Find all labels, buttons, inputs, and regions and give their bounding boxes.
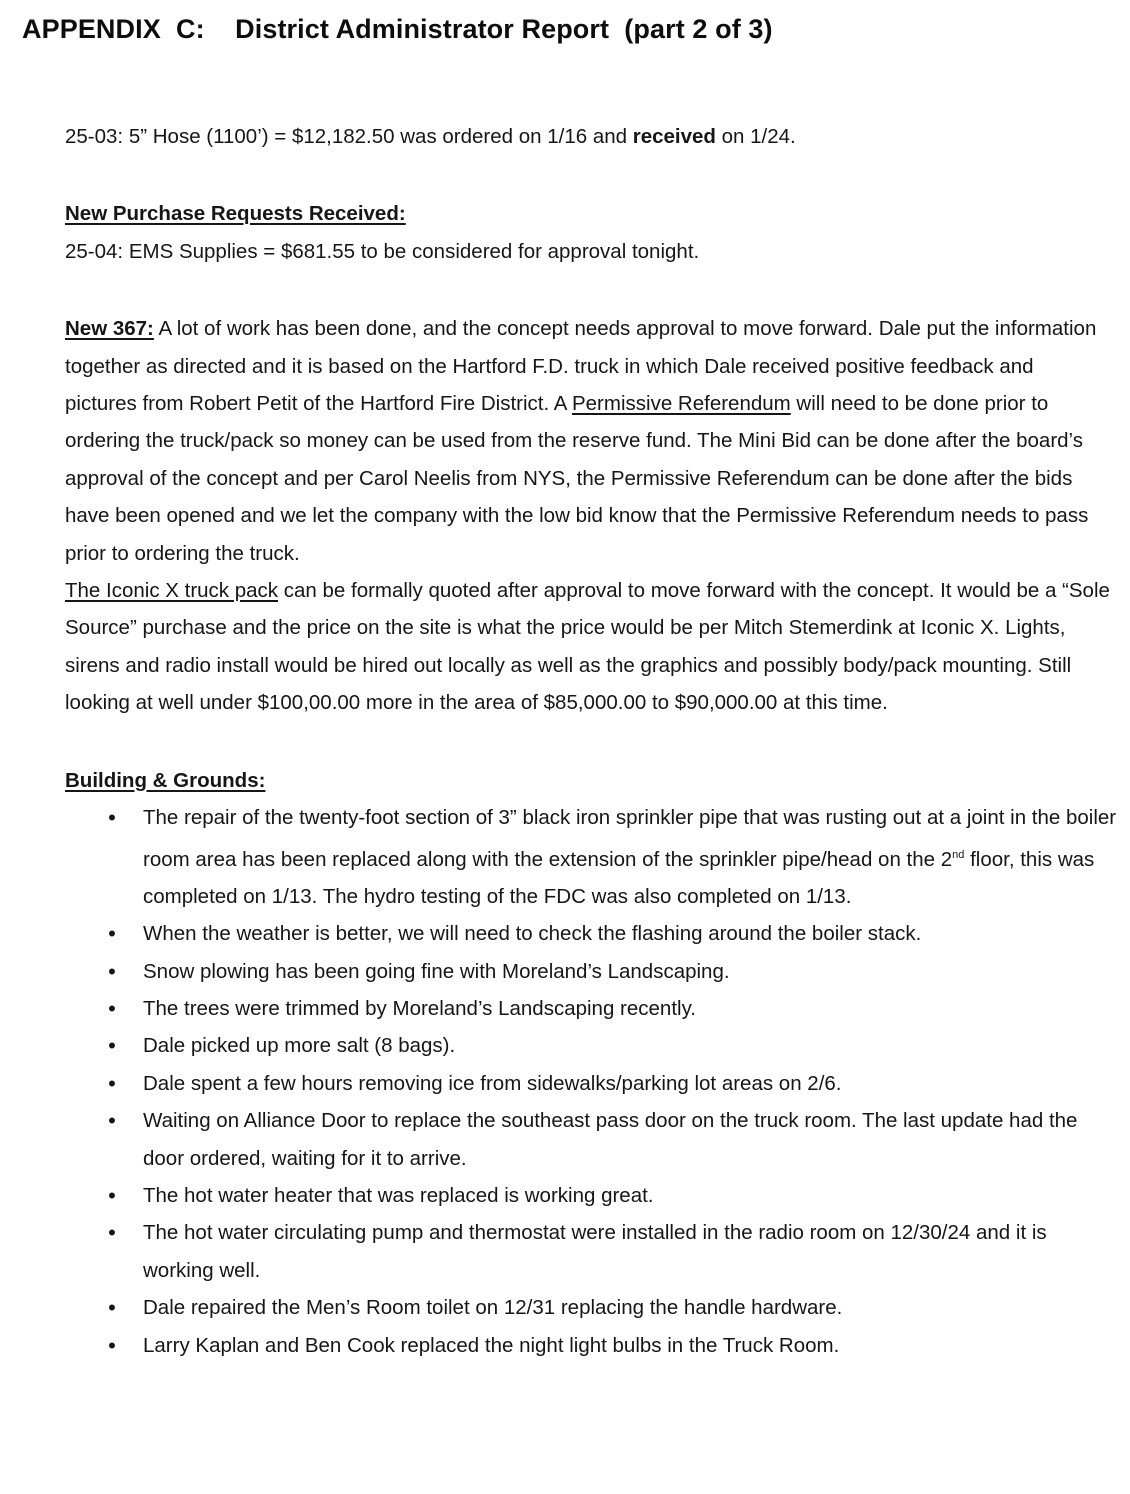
appendix-label: APPENDIX C: <box>22 14 205 44</box>
new-367-text-cont: will need to be done prior to ordering the truck/pack so money can be used from the reserve fund. The Mini Bid can be done after the board’s approval of the concept and per Carol Neelis from NYS, the Permissive Referendum can be done after the bids have been opened and we let the company with the low bid know that the Permissive Referendum needs to pass prior to ordering the truck. <box>65 392 1089 565</box>
bullet-glyph: • <box>108 1182 116 1208</box>
list-item-text: The hot water circulating pump and thermostat were installed in the radio room on 12/30/24 and it is working well. <box>143 1221 1047 1282</box>
list-item <box>0 1289 1118 1326</box>
list-item <box>0 1065 1118 1102</box>
list-item-text: Dale spent a few hours removing ice from sidewalks/parking lot areas on 2/6. <box>143 1071 842 1095</box>
new-367-paragraph <box>65 310 1110 572</box>
list-item <box>0 915 1118 952</box>
list-item-text: Dale picked up more salt (8 bags). <box>143 1034 456 1058</box>
list-item-text: Larry Kaplan and Ben Cook replaced the night light bulbs in the Truck Room. <box>143 1333 840 1357</box>
list-item-text: Snow plowing has been going fine with Moreland’s Landscaping. <box>143 959 730 983</box>
list-item-text: The trees were trimmed by Moreland’s Landscaping recently. <box>143 996 696 1020</box>
bullet-glyph: • <box>108 958 116 984</box>
list-item-text: Dale repaired the Men’s Room toilet on 12/31 replacing the handle hardware. <box>143 1296 843 1320</box>
bullet-glyph: • <box>108 1332 116 1358</box>
list-item <box>0 1177 1118 1214</box>
list-item-text: The hot water heater that was replaced is working great. <box>143 1183 654 1207</box>
hose-order-line <box>65 118 1110 155</box>
bullet-glyph: • <box>108 1033 116 1059</box>
bullet-glyph: • <box>108 1295 116 1321</box>
list-item-text: Waiting on Alliance Door to replace the southeast pass door on the truck room. The last update had the door ordered, waiting for it to arrive. <box>143 1109 1078 1170</box>
list-item <box>0 1327 1118 1364</box>
list-item <box>0 990 1118 1027</box>
list-item <box>0 799 1118 915</box>
hose-order-text: 25-03: 5” Hose (1100’) = $12,182.50 was ordered on 1/16 and <box>65 125 633 148</box>
report-body <box>65 118 1117 1364</box>
list-item-text: The repair of the twenty-foot section of 3” black iron sprinkler pipe that was rusting out at a joint in the boiler room area has been replaced along with the extension of the sprinkler pipe/head on the 2nd floor, this was completed on 1/13. The hydro testing of the FDC was also completed on 1/13. <box>143 806 1117 908</box>
list-item <box>0 1102 1118 1177</box>
bullet-glyph: • <box>108 805 116 831</box>
building-grounds-list <box>65 799 1117 1364</box>
new-367-text: A lot of work has been done, and the concept needs approval to move forward. Dale put the information together as directed and it is based on the Hartford F.D. truck in which Dale received positive feedback and pictures from Robert Petit of the Hartford Fire District. A <box>65 317 1097 416</box>
report-title: District Administrator Report (part 2 of 3) <box>235 14 773 44</box>
hose-order-tail: on 1/24. <box>715 125 796 148</box>
iconic-x-truck-pack-text: The Iconic X truck pack <box>65 579 279 603</box>
iconic-x-text: can be formally quoted after approval to move forward with the concept. It would be a “Sole Source” purchase and the price on the site is what the price would be per Mitch Stemerdink at Iconic X. Lights, sirens and radio install would be hired out locally as well as the graphics and possibly body/pack mounting. Still looking at well under $100,00.00 more in the area of $85,000.00 to $90,000.00 at this time. <box>65 579 1110 715</box>
list-item <box>0 1027 1118 1064</box>
bullet-glyph: • <box>108 1108 116 1134</box>
iconic-x-paragraph <box>65 572 1110 722</box>
bullet-glyph: • <box>108 1220 116 1246</box>
permissive-referendum-text: Permissive Referendum <box>571 392 791 416</box>
building-grounds-heading: Building & Grounds: <box>65 768 266 792</box>
list-item-text: When the weather is better, we will need to check the flashing around the boiler stack. <box>143 922 922 946</box>
list-item <box>0 1214 1118 1289</box>
list-item <box>0 953 1118 990</box>
page-heading <box>22 14 773 45</box>
bullet-glyph: • <box>108 995 116 1021</box>
received-emphasis: received <box>632 125 716 148</box>
bullet-glyph: • <box>108 921 116 947</box>
new-purchase-heading: New Purchase Requests Received: <box>65 202 406 226</box>
bullet-glyph: • <box>108 1070 116 1096</box>
new-367-heading: New 367: <box>65 317 154 341</box>
new-purchase-item: 25-04: EMS Supplies = $681.55 to be considered for approval tonight. <box>65 239 700 263</box>
